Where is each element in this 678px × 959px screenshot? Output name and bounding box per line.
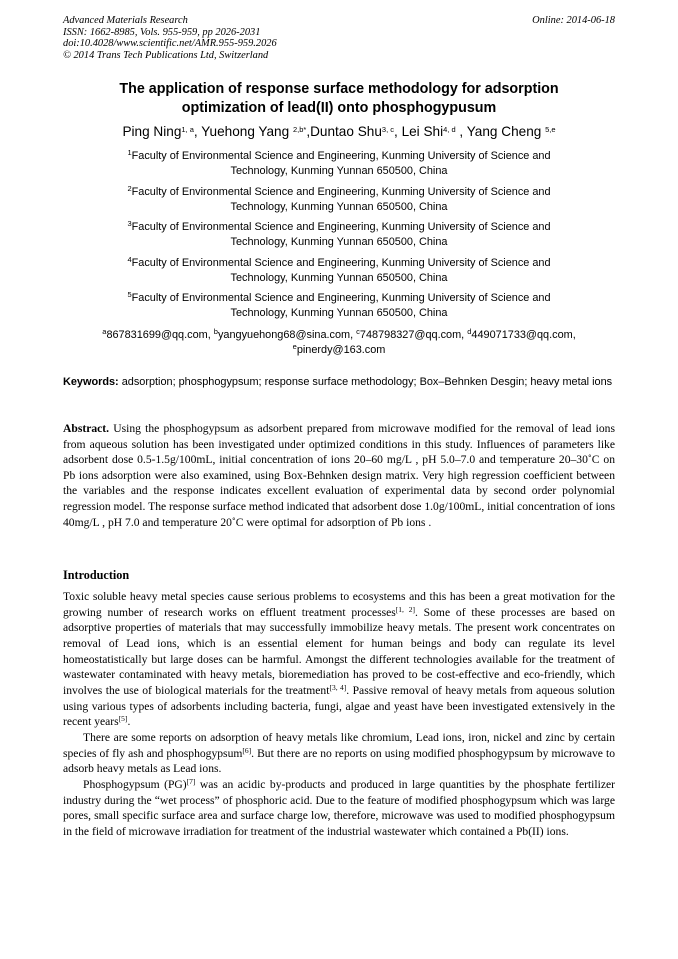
affiliation-number: 5 (127, 290, 132, 299)
citation-ref: [3, 4] (329, 682, 347, 692)
affiliation-line: Faculty of Environmental Science and Engineering, Kunming University of Science and (131, 186, 551, 198)
email-address: yangyuehong68@sina.com, (217, 329, 357, 341)
email-address: 449071733@qq.com, (471, 329, 576, 341)
title-line-1: The application of response surface methodology for adsorption (119, 81, 559, 97)
paragraph-text: Phosphogypsum (PG) (83, 777, 187, 791)
affiliation-2 (63, 185, 615, 214)
paper-title (63, 80, 615, 118)
author-name: Yang Cheng (466, 124, 546, 139)
affiliation-line: Faculty of Environmental Science and Engineering, Kunming University of Science and (131, 221, 551, 233)
introduction-body (63, 589, 615, 840)
affiliation-line: Technology, Kunming Yunnan 650500, China (230, 271, 448, 284)
author-affil-sup: 2,b* (292, 125, 307, 134)
copyright-line: © 2014 Trans Tech Publications Ltd, Switzerland (63, 49, 269, 61)
email-sup: b (213, 327, 218, 336)
affiliation-3 (63, 220, 615, 249)
author-affil-sup: 5,e (545, 125, 556, 134)
keywords (63, 375, 615, 389)
author-separator: , (193, 124, 202, 139)
section-heading-introduction: Introduction (63, 568, 130, 582)
email-address: 748798327@qq.com, (359, 329, 468, 341)
email-sup: c (356, 327, 360, 336)
affiliation-line: Faculty of Environmental Science and Engineering, Kunming University of Science and (131, 257, 551, 269)
affiliation-number: 1 (127, 148, 132, 157)
doi-line: doi:10.4028/www.scientific.net/AMR.955-959.2026 (63, 38, 277, 50)
email-sup: a (102, 327, 107, 336)
journal-name: Advanced Materials Research (63, 15, 188, 26)
paragraph-text: . (127, 715, 131, 729)
author-name: Lei Shi (401, 124, 444, 139)
issn-line: ISSN: 1662-8985, Vols. 955-959, pp 2026-2031 (63, 26, 261, 38)
affiliation-line: Faculty of Environmental Science and Engineering, Kunming University of Science and (131, 292, 551, 304)
citation-ref: [5] (118, 714, 128, 724)
title-line-2: optimization of lead(II) onto phosphogypusum (181, 100, 497, 116)
paragraph-text: was an acidic by-products and produced in large quantities by the phosphate fertilizer industry during the “wet process” of phosphoric acid. Due to the feature of modified phosphogypsum which was large pores, small specific surface area and surface charge low, therefore, microwave was used to modified phosphogypsum in the field of microwave irradiation for treatment of the industrial wastewater which contained a Pb(II) ions. (63, 777, 615, 838)
intro-paragraph-2 (63, 730, 615, 777)
abstract-text: Using the phosphogypsum as adsorbent prepared from microwave modified for the removal of lead ions from aqueous solution has been investigated under optimized conditions in this study. Influences of parameters like adsorbent dose 0.5-1.5g/100mL, initial concentration of ions 20–60 mg/L , pH 5.0–7.0 and temperature 20–30˚C on Pb ions adsorption were also examined, using Box-Behnken design matrix. Very high regression coefficient between the variables and the response indicates excellent evaluation of experimental data by second order polynomial regression model. The response surface method indicated that adsorbent dose 1.0g/100mL, initial concentration of ions 40mg/L , pH 7.0 and temperature 20˚C were optimal for adsorption of Pb ions . (63, 422, 615, 529)
citation-ref: [6] (242, 745, 252, 755)
affiliation-5 (63, 291, 615, 320)
author-separator: , (394, 124, 402, 139)
abstract-label: Abstract. (63, 422, 110, 435)
citation-ref: [7] (186, 776, 196, 786)
affiliation-line: Technology, Kunming Yunnan 650500, China (230, 200, 448, 213)
author-affil-sup: 3, c (381, 125, 394, 134)
paragraph-text: . Some of these processes are based on adsorptive properties of materials that may successfully immobilize heavy metals. The present work concentrates on removal of Lead ions, which is an essential element for human beings and body can regulate its level homeostatistically but large doses can be harmful. Amongst the different technologies available for the treatment of wastewater contaminated with heavy metals, bioremediation has proved to be cost-effective and eco-friendly, which involves the use of biological materials for the treatment (63, 605, 616, 697)
author-name: Duntao Shu (310, 124, 382, 139)
paragraph-text: There are some reports on adsorption of heavy metals like chromium, Lead ions, iron, nickel and zinc by certain species of fly ash and phosphogypsum (63, 730, 615, 760)
email-address: pinerdy@163.com (296, 343, 386, 356)
author-affil-sup: 4, d (443, 125, 456, 134)
affiliation-line: Technology, Kunming Yunnan 650500, China (230, 164, 448, 177)
online-date: Online: 2014-06-18 (532, 15, 615, 26)
journal-header (63, 15, 615, 61)
affiliation-number: 3 (127, 219, 132, 228)
keywords-text: adsorption; phosphogypsum; response surface methodology; Box–Behnken Desgin; heavy metal ions (118, 376, 613, 388)
affiliation-line: Faculty of Environmental Science and Engineering, Kunming University of Science and (131, 150, 551, 162)
email-sup: e (292, 341, 297, 351)
paragraph-text: . But there are no reports on using modified phosphogypsum by microwave to adsorb heavy metals as Lead ions. (63, 746, 615, 776)
email-address: 867831699@qq.com, (106, 329, 214, 341)
author-name: Yuehong Yang (201, 124, 293, 139)
author-name: Ping Ning (122, 124, 182, 139)
author-separator: , (455, 124, 467, 139)
affiliation-4 (63, 256, 615, 285)
citation-ref: [1, 2] (395, 604, 415, 614)
affiliation-line: Technology, Kunming Yunnan 650500, China (230, 235, 448, 248)
affiliation-line: Technology, Kunming Yunnan 650500, China (230, 306, 448, 319)
author-affil-sup: 1, a (181, 125, 194, 134)
affiliation-number: 4 (127, 255, 132, 264)
email-sup: d (467, 327, 472, 336)
paragraph-text: . Passive removal of heavy metals from aqueous solution using various types of adsorbents including bacteria, fungi, algae and yeast have been investigated extensively in the recent years (63, 683, 615, 729)
paragraph-text: Toxic soluble heavy metal species cause serious problems to ecosystems and this has been a great motivation for the growing number of research works on effluent treatment processes (63, 590, 615, 619)
author-separator: , (306, 124, 311, 139)
abstract (63, 421, 615, 530)
intro-paragraph-1 (63, 589, 615, 730)
affiliation-number: 2 (127, 184, 132, 193)
author-list (40, 123, 638, 141)
email-list (55, 328, 623, 358)
affiliation-1 (63, 149, 615, 178)
intro-paragraph-3 (63, 777, 615, 840)
keywords-label: Keywords: (63, 376, 119, 388)
